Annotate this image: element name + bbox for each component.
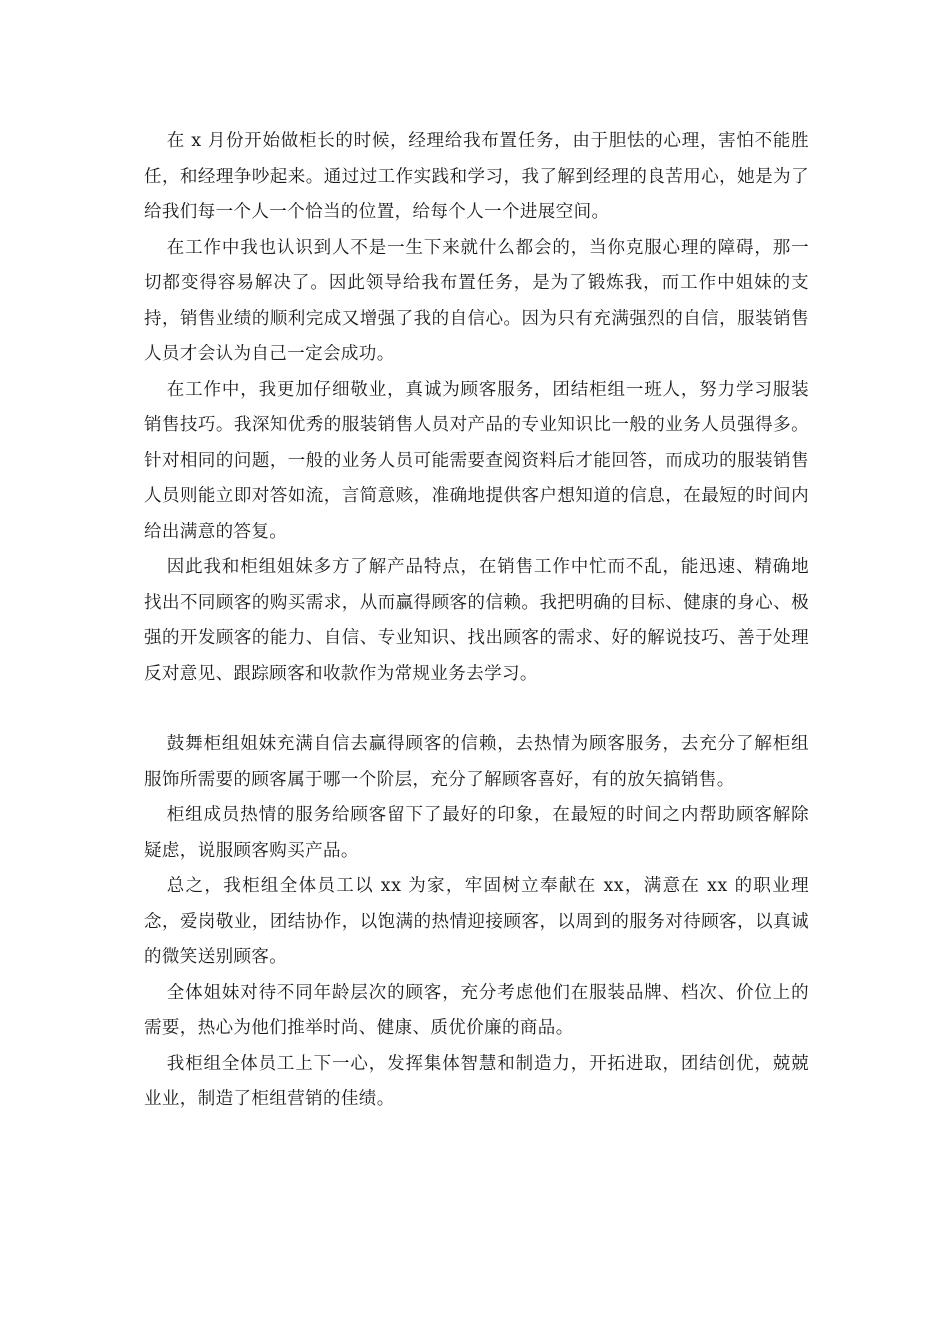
paragraph-gap (144, 692, 809, 727)
paragraph-6: 柜组成员热情的服务给顾客留下了最好的印象，在最短的时间之内帮助顾客解除疑虑，说服顾客购买产品。 (144, 805, 809, 861)
paragraph-1: 在 x 月份开始做柜长的时候，经理给我布置任务，由于胆怯的心理，害怕不能胜任，和经理争吵起来。通过过工作实践和学习，我了解到经理的良苦用心，她是为了给我们每一个人一个恰当的位置，给每个人一个进展空间。 (144, 131, 809, 222)
document-body (144, 124, 809, 1118)
paragraph-7: 总之，我柜组全体员工以 xx 为家，牢固树立奉献在 xx，满意在 xx 的职业理念，爱岗敬业，团结协作，以饱满的热情迎接顾客，以周到的服务对待顾客，以真诚的微笑送别顾客。 (144, 876, 809, 967)
paragraph-2: 在工作中我也认识到人不是一生下来就什么都会的，当你克服心理的障碍，那一切都变得容易解决了。因此领导给我布置任务，是为了锻炼我，而工作中姐妹的支持，销售业绩的顺利完成又增强了我的自信心。因为只有充满强烈的自信，服装销售人员才会认为自己一定会成功。 (144, 237, 809, 364)
paragraph-5: 鼓舞柜组姐妹充满自信去赢得顾客的信赖，去热情为顾客服务，去充分了解柜组服饰所需要的顾客属于哪一个阶层，充分了解顾客喜好，有的放矢搞销售。 (144, 734, 809, 790)
paragraph-8: 全体姐妹对待不同年龄层次的顾客，充分考虑他们在服装品牌、档次、价位上的需要，热心为他们推举时尚、健康、质优价廉的商品。 (144, 982, 809, 1038)
paragraph-9: 我柜组全体员工上下一心，发挥集体智慧和制造力，开拓进取，团结创优，兢兢业业，制造了柜组营销的佳绩。 (144, 1053, 809, 1109)
paragraph-4: 因此我和柜组姐妹多方了解产品特点，在销售工作中忙而不乱，能迅速、精确地找出不同顾客的购买需求，从而赢得顾客的信赖。我把明确的目标、健康的身心、极强的开发顾客的能力、自信、专业知识、找出顾客的需求、好的解说技巧、善于处理反对意见、跟踪顾客和收款作为常规业务去学习。 (144, 557, 809, 684)
paragraph-3: 在工作中，我更加仔细敬业，真诚为顾客服务，团结柜组一班人，努力学习服装销售技巧。我深知优秀的服装销售人员对产品的专业知识比一般的业务人员强得多。针对相同的问题，一般的业务人员可能需要查阅资料后才能回答，而成功的服装销售人员则能立即对答如流，言简意赅，准确地提供客户想知道的信息，在最短的时间内给出满意的答复。 (144, 379, 809, 542)
